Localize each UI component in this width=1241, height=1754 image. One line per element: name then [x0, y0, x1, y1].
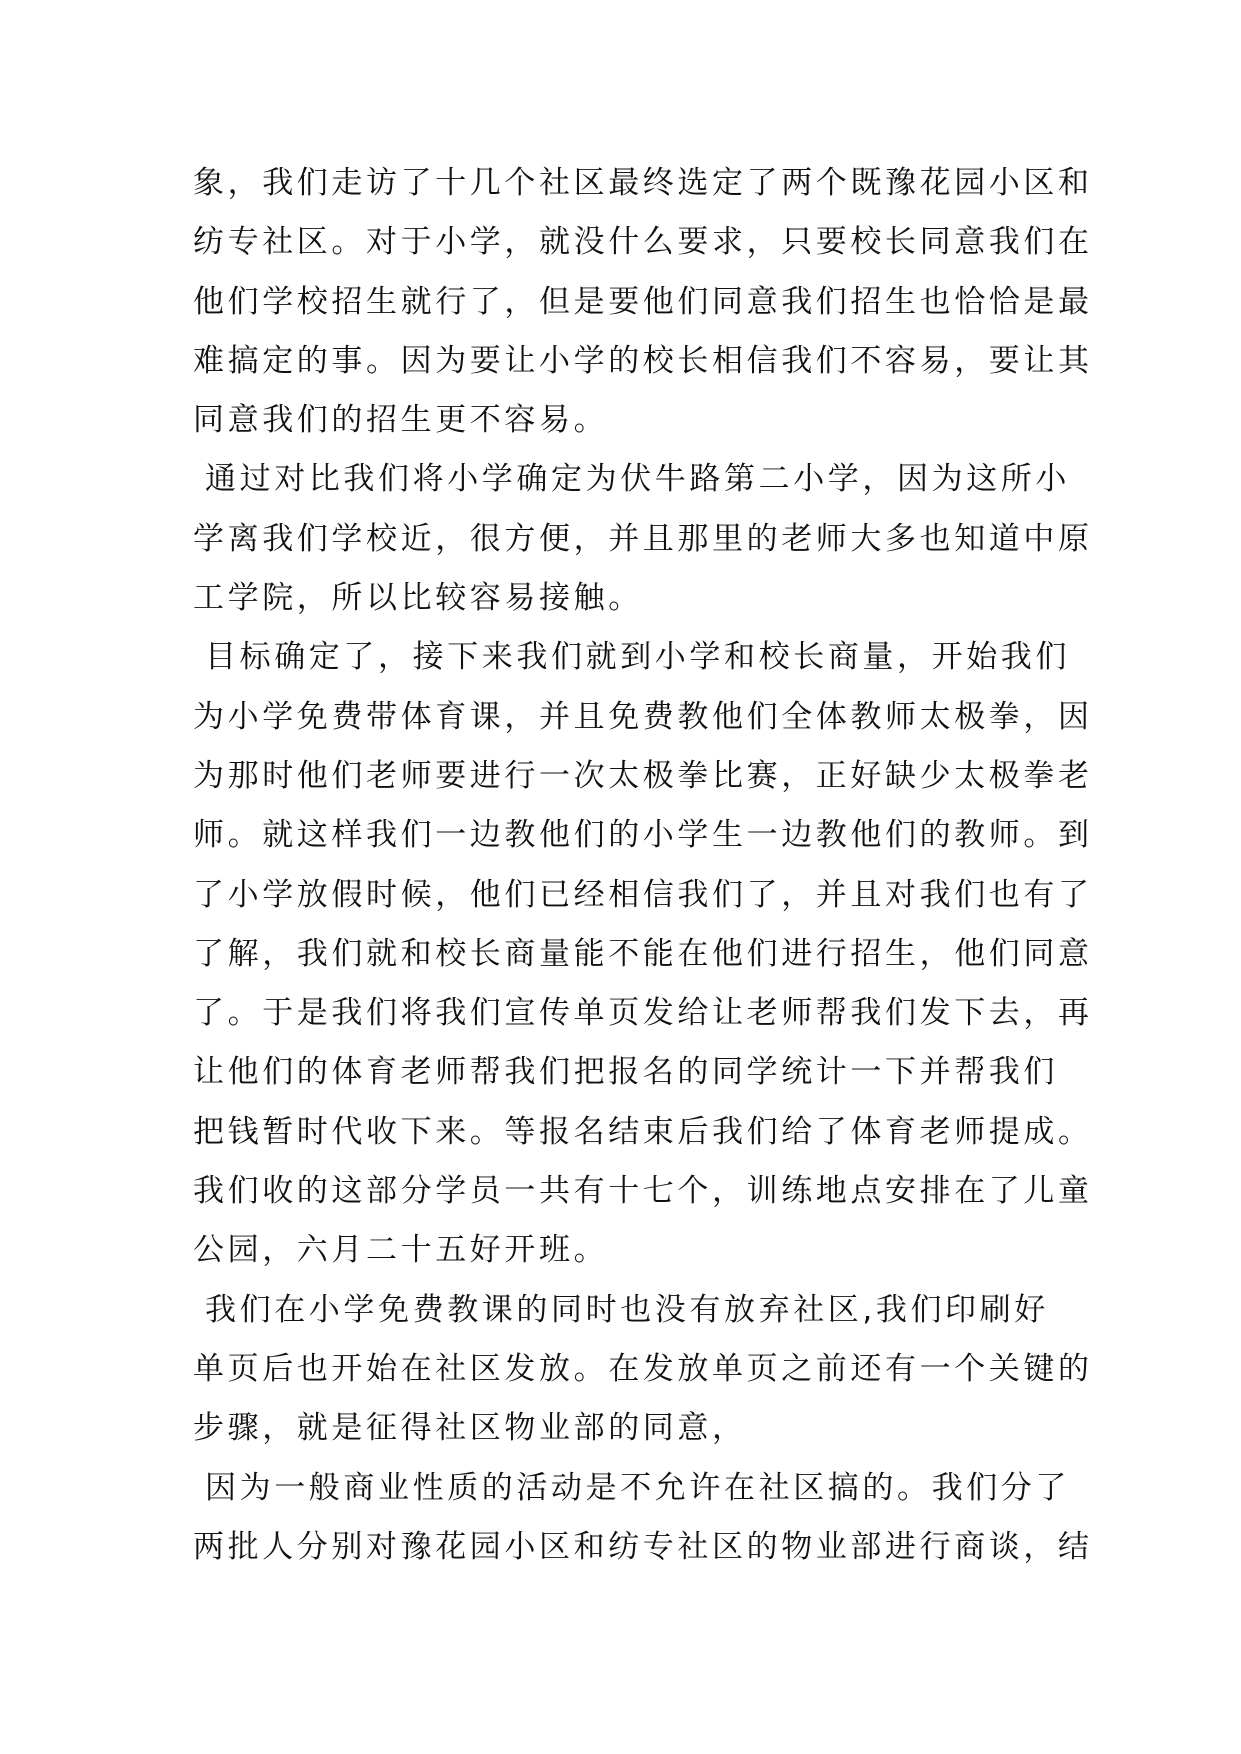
text-line: 他们学校招生就行了，但是要他们同意我们招生也恰恰是最 [193, 283, 1093, 320]
text-line: 单页后也开始在社区发放。在发放单页之前还有一个关键的 [193, 1350, 1093, 1387]
text-line: 步骤，就是征得社区物业部的同意， [193, 1410, 747, 1447]
text-line: 师。就这样我们一边教他们的小学生一边教他们的教师。到 [193, 817, 1093, 854]
text-line: 工学院，所以比较容易接触。 [193, 580, 643, 617]
text-line: 象，我们走访了十几个社区最终选定了两个既豫花园小区和 [193, 165, 1093, 201]
text-line: 难搞定的事。因为要让小学的校长相信我们不容易，要让其 [193, 342, 1093, 379]
text-line: 了解，我们就和校长商量能不能在他们进行招生，他们同意 [193, 935, 1093, 972]
text-line: 让他们的体育老师帮我们把报名的同学统计一下并帮我们 [193, 1054, 1058, 1091]
text-line: 把钱暂时代收下来。等报名结束后我们给了体育老师提成。 [193, 1113, 1093, 1150]
text-line: 学离我们学校近，很方便，并且那里的老师大多也知道中原 [193, 520, 1093, 557]
text-line: 公园，六月二十五好开班。 [193, 1232, 609, 1269]
paragraph-start-line: 目标确定了，接下来我们就到小学和校长商量，开始我们 [205, 639, 1070, 676]
text-line: 了。于是我们将我们宣传单页发给让老师帮我们发下去，再 [193, 995, 1093, 1032]
text-line: 纺专社区。对于小学，就没什么要求，只要校长同意我们在 [193, 224, 1093, 261]
text-line: 为那时他们老师要进行一次太极拳比赛，正好缺少太极拳老 [193, 757, 1093, 794]
paragraph-start-line: 通过对比我们将小学确定为伏牛路第二小学，因为这所小 [205, 461, 1070, 498]
paragraph-start-line: 因为一般商业性质的活动是不允许在社区搞的。我们分了 [205, 1469, 1070, 1506]
text-line: 为小学免费带体育课，并且免费教他们全体教师太极拳，因 [193, 698, 1093, 735]
text-line: 两批人分别对豫花园小区和纺专社区的物业部进行商谈，结 [193, 1528, 1093, 1565]
paragraph-start-line: 我们在小学免费教课的同时也没有放弃社区,我们印刷好 [205, 1291, 1049, 1328]
text-line: 同意我们的招生更不容易。 [193, 402, 609, 439]
text-line: 我们收的这部分学员一共有十七个，训练地点安排在了儿童 [193, 1173, 1093, 1210]
body-text [193, 154, 1093, 1577]
text-line: 了小学放假时候，他们已经相信我们了，并且对我们也有了 [193, 876, 1093, 913]
